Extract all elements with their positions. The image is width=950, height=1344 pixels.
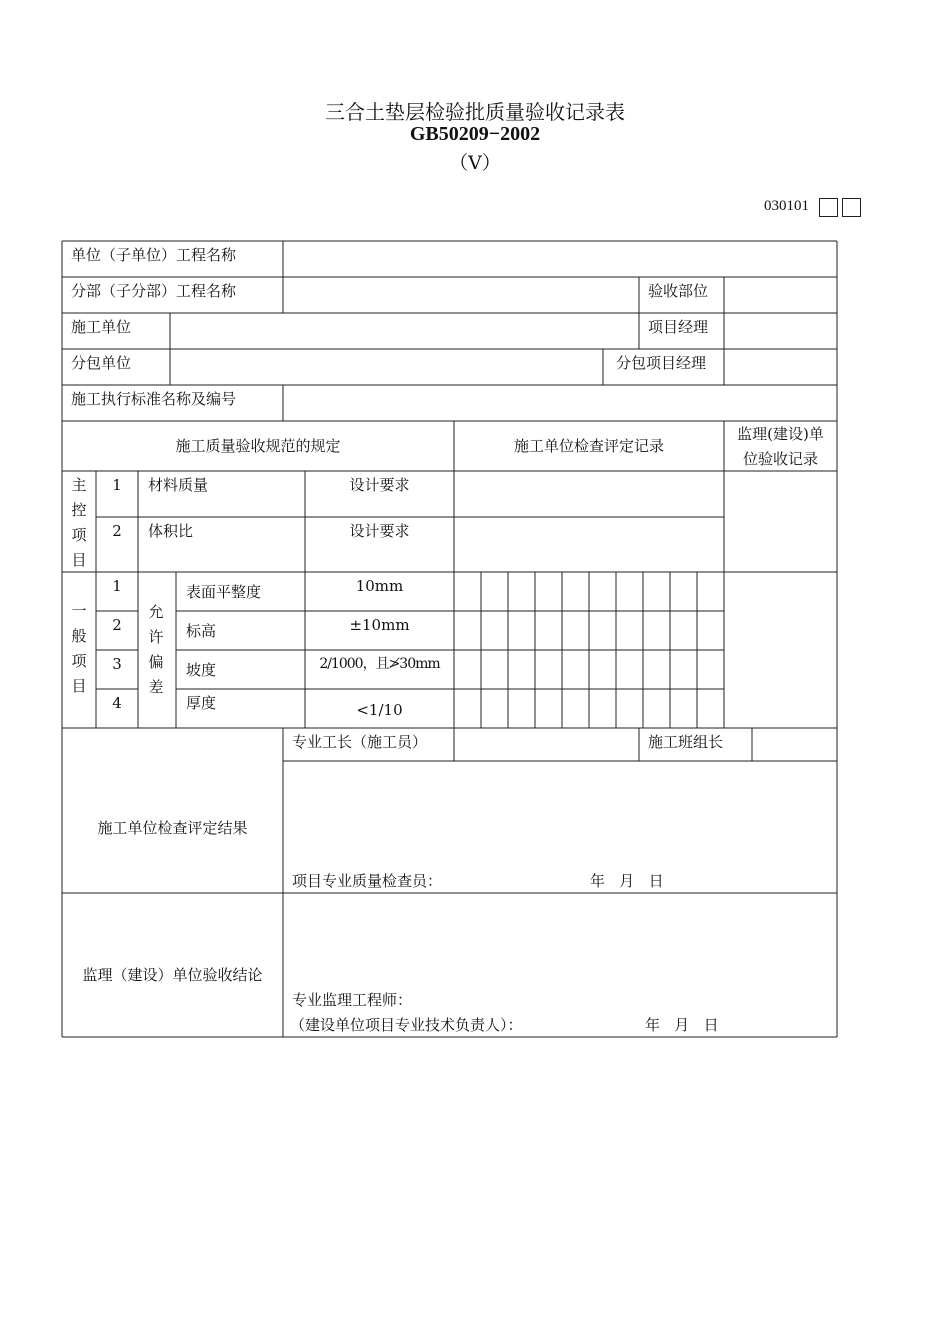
general-item-no: 2 (112, 616, 122, 634)
supervisor-record-header-line2: 位验收记录 (742, 450, 818, 468)
result-date-label: 年 月 日 (590, 872, 664, 890)
main-item-requirement: 设计要求 (349, 522, 410, 540)
sub-manager-label: 分包项目经理 (616, 354, 707, 372)
foreman-label: 专业工长（施工员） (292, 733, 428, 751)
form-title: 三合土垫层检验批质量验收记录表 (325, 100, 625, 124)
general-item-name: 厚度 (186, 694, 217, 712)
general-item-no: 4 (112, 694, 122, 712)
general-items-label: 一 般 项 目 (71, 602, 87, 695)
form-code: 030101 (764, 198, 809, 214)
general-item-no: 3 (112, 655, 122, 673)
main-item-no: 1 (112, 476, 122, 494)
project-manager-label: 项目经理 (648, 318, 709, 336)
accept-part-label: 验收部位 (648, 282, 709, 300)
spec-header: 施工质量验收规范的规定 (175, 437, 341, 455)
general-item-requirement: <1/10 (356, 701, 403, 719)
main-item-no: 2 (112, 522, 122, 540)
main-item-name: 体积比 (148, 522, 194, 540)
standard-name-label: 施工执行标准名称及编号 (71, 390, 237, 408)
main-item-name: 材料质量 (148, 476, 209, 494)
contractor-label: 施工单位 (71, 318, 132, 336)
contractor-record-header: 施工单位检查评定记录 (513, 437, 664, 455)
general-item-name: 表面平整度 (186, 583, 262, 601)
conclusion-date-label: 年 月 日 (645, 1016, 719, 1034)
main-item-requirement: 设计要求 (349, 476, 410, 494)
general-item-requirement: ±10mm (349, 616, 410, 634)
volume-number: （Ⅴ） (449, 152, 501, 174)
standard-code: GB50209−2002 (409, 123, 541, 145)
general-item-name: 标高 (186, 622, 217, 640)
unit-project-label: 单位（子单位）工程名称 (71, 246, 237, 264)
supervisor-record-header-line1: 监理(建设)单 (737, 425, 824, 443)
general-item-name: 坡度 (186, 661, 217, 679)
supervising-engineer-label: 专业监理工程师： (292, 991, 413, 1009)
owner-representative-label: （建设单位项目专业技术负责人）： (290, 1016, 523, 1034)
sub-project-label: 分部（子分部）工程名称 (71, 282, 237, 300)
team-leader-label: 施工班组长 (648, 733, 724, 751)
quality-inspector-label: 项目专业质量检查员： (292, 872, 443, 890)
general-item-requirement: 10mm (355, 577, 404, 595)
contractor-result-label: 施工单位检查评定结果 (97, 819, 248, 837)
tolerance-label: 允 许 偏 差 (148, 603, 164, 696)
main-control-label: 主 控 项 目 (71, 476, 87, 569)
general-item-no: 1 (112, 577, 122, 595)
general-item-requirement: 2/1000，且≯30mm (319, 656, 440, 672)
subcontractor-label: 分包单位 (71, 354, 132, 372)
supervisor-conclusion-label: 监理（建设）单位验收结论 (82, 966, 263, 984)
